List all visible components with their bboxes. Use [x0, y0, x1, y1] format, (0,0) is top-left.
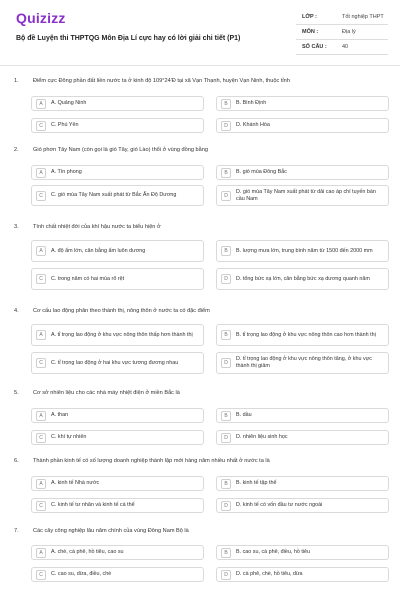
option-text: A. than	[51, 412, 69, 418]
option-d[interactable]	[216, 268, 389, 290]
option-text: D. Khánh Hòa	[236, 122, 270, 128]
option-letter: C	[36, 191, 46, 201]
question-number: 4.	[14, 308, 19, 314]
option-letter: C	[36, 121, 46, 131]
meta-value: Địa lý	[342, 29, 356, 35]
option-text: A. tỉ trọng lao động ở khu vực nông thôn thấp hơn thành thị	[51, 331, 193, 338]
meta-key: MÔN :	[302, 29, 319, 35]
question-number: 6.	[14, 458, 19, 464]
option-letter: D	[221, 433, 231, 443]
option-text: D. kinh tế có vốn đầu tư nước ngoài	[236, 502, 323, 508]
option-text: A. Quảng Ninh	[51, 100, 87, 106]
option-text: B. Bình Định	[236, 100, 267, 106]
question-number: 2.	[14, 147, 19, 153]
option-d[interactable]	[216, 430, 389, 445]
option-text: A. chè, cà phê, hồ tiêu, cao su	[51, 549, 124, 555]
option-c[interactable]	[31, 567, 204, 582]
option-text: D. cà phê, chè, hồ tiêu, dừa	[236, 571, 303, 577]
question-number: 7.	[14, 528, 19, 534]
option-b[interactable]	[216, 324, 389, 346]
option-text: D. tỉ trọng lao động ở khu vực nông thôn tăng, ở khu vực thành thị giảm	[236, 356, 372, 369]
option-letter: A	[36, 548, 46, 558]
option-letter: B	[221, 330, 231, 340]
quizizz-logo: Quizizz	[16, 10, 66, 26]
question-text: Cơ cấu lao động phân theo thành thị, nông thôn ở nước ta có đặc điểm	[33, 308, 210, 314]
question-number: 3.	[14, 224, 19, 230]
option-letter: A	[36, 411, 46, 421]
option-a[interactable]	[31, 545, 204, 560]
option-letter: C	[36, 274, 46, 284]
question-text: Gió phơn Tây Nam (còn gọi là gió Tây, gió Lào) thổi ở vùng đồng bằng	[33, 147, 208, 153]
option-letter: A	[36, 479, 46, 489]
option-text: C. kinh tế tư nhân và kinh tế cá thể	[51, 502, 135, 508]
option-text: B. cao su, cà phê, điều, hồ tiêu	[236, 549, 311, 555]
question-text: Thành phần kinh tế có số lượng doanh nghiệp thành lập mới hàng năm nhiều nhất ở nước ta là	[33, 458, 270, 464]
option-letter: D	[221, 358, 231, 368]
option-letter: D	[221, 274, 231, 284]
option-text: D. gió mùa Tây Nam xuất phát từ dải cao áp chí tuyến bán cầu Nam	[236, 188, 376, 202]
option-b[interactable]	[216, 545, 389, 560]
option-d[interactable]	[216, 567, 389, 582]
question-number: 5.	[14, 390, 19, 396]
option-text: C. khí tự nhiên	[51, 434, 87, 440]
option-b[interactable]	[216, 408, 389, 423]
meta-value: 40	[342, 44, 349, 50]
option-d[interactable]	[216, 498, 389, 513]
question-text: Các cây công nghiệp lâu năm chính của vùng Đông Nam Bộ là	[33, 528, 189, 534]
option-letter: D	[221, 191, 231, 201]
question-text: Tính chất nhiệt đới của khí hậu nước ta biểu hiện ở	[33, 224, 161, 230]
option-b[interactable]	[216, 240, 389, 262]
question-text: Điểm cực Đông phần đất liền nước ta ở kinh độ 109°24'Đ tại xã Vạn Thạnh, huyện Vạn Ninh, thuộc tỉnh	[33, 78, 290, 84]
meta-key: SỐ CÂU :	[302, 44, 327, 50]
worksheet-header	[0, 0, 400, 66]
option-text: B. kinh tế tập thể	[236, 480, 277, 486]
option-letter: C	[36, 358, 46, 368]
option-text: D. tổng bức xạ lớn, cân bằng bức xạ dương quanh năm	[236, 275, 370, 282]
option-a[interactable]	[31, 96, 204, 111]
option-letter: B	[221, 99, 231, 109]
option-letter: C	[36, 570, 46, 580]
option-a[interactable]	[31, 324, 204, 346]
option-text: D. nhiên liệu sinh học	[236, 434, 288, 440]
option-a[interactable]	[31, 476, 204, 491]
page-title: Bộ đề Luyện thi THPTQG Môn Địa Lí cực hay có lời giải chi tiết (P1)	[16, 35, 241, 42]
meta-row-class	[296, 10, 388, 25]
option-text: A. kinh tế Nhà nước	[51, 480, 100, 486]
option-c[interactable]	[31, 498, 204, 513]
option-c[interactable]	[31, 185, 204, 206]
option-letter: C	[36, 501, 46, 511]
meta-value: Tốt nghiệp THPT	[342, 14, 384, 20]
option-b[interactable]	[216, 96, 389, 111]
option-text: B. gió mùa Đông Bắc	[236, 169, 287, 175]
option-text: B. tỉ trọng lao động ở khu vực nông thôn cao hơn thành thị	[236, 331, 376, 338]
option-b[interactable]	[216, 476, 389, 491]
option-letter: B	[221, 479, 231, 489]
option-text: C. gió mùa Tây Nam xuất phát từ Bắc Ấn Độ Dương	[51, 192, 177, 198]
option-letter: D	[221, 501, 231, 511]
meta-row-subject	[296, 25, 388, 40]
option-c[interactable]	[31, 430, 204, 445]
question-text: Cơ sở nhiên liệu cho các nhà máy nhiệt điện ở miền Bắc là	[33, 390, 180, 396]
option-text: B. lượng mưa lớn, trung bình năm từ 1500 đến 2000 mm	[236, 247, 373, 254]
option-a[interactable]	[31, 165, 204, 180]
option-b[interactable]	[216, 165, 389, 180]
meta-table	[296, 10, 388, 55]
option-text: A. Tín phong	[51, 169, 82, 175]
option-text: C. cao su, dừa, điều, chè	[51, 571, 112, 577]
option-letter: A	[36, 168, 46, 178]
option-letter: C	[36, 433, 46, 443]
option-a[interactable]	[31, 240, 204, 262]
option-letter: B	[221, 548, 231, 558]
option-d[interactable]	[216, 118, 389, 133]
option-letter: B	[221, 246, 231, 256]
option-d[interactable]	[216, 352, 389, 374]
question-number: 1.	[14, 78, 19, 84]
option-text: C. tỉ trọng lao động ở hai khu vực tương đương nhau	[51, 359, 179, 366]
option-c[interactable]	[31, 268, 204, 290]
option-letter: D	[221, 570, 231, 580]
option-d[interactable]	[216, 185, 389, 206]
meta-row-count	[296, 40, 388, 55]
option-text: A. độ ẩm lớn, cân bằng ẩm luôn dương	[51, 247, 146, 254]
option-c[interactable]	[31, 352, 204, 374]
option-a[interactable]	[31, 408, 204, 423]
option-letter: A	[36, 246, 46, 256]
option-letter: A	[36, 330, 46, 340]
option-letter: A	[36, 99, 46, 109]
option-text: B. dầu	[236, 412, 252, 418]
meta-key: LỚP :	[302, 14, 317, 20]
option-letter: D	[221, 121, 231, 131]
option-c[interactable]	[31, 118, 204, 133]
option-letter: B	[221, 168, 231, 178]
option-letter: B	[221, 411, 231, 421]
option-text: C. Phú Yên	[51, 122, 79, 128]
option-text: C. trong năm có hai mùa rõ rệt	[51, 275, 125, 282]
